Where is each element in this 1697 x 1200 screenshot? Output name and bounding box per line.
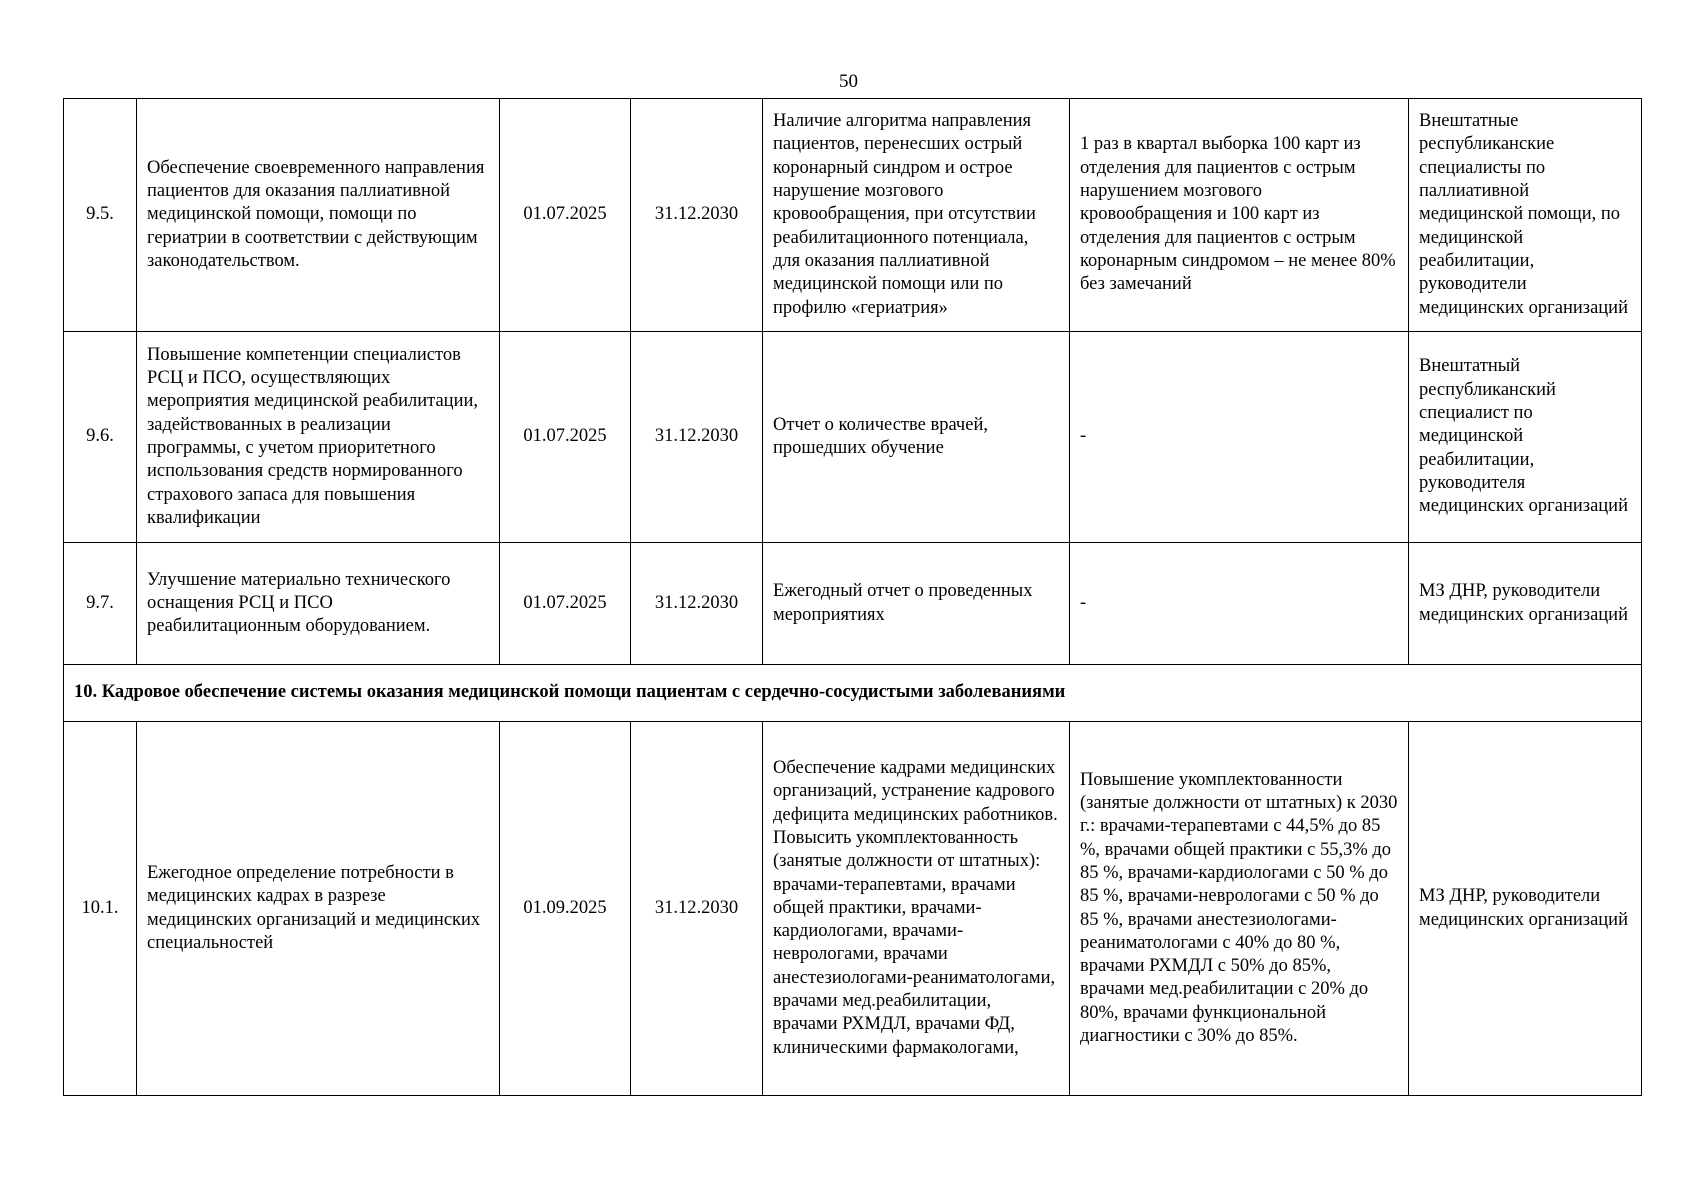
- responsible-cell: МЗ ДНР, руководители медицинских организаций: [1409, 722, 1642, 1096]
- table-row: [64, 722, 1642, 1096]
- indicator-cell: Повышение укомплектованности (занятые должности от штатных) к 2030 г.: врачами-терапевтами с 44,5% до 85 %, врачами общей практики с 55,3% до 85 %, врачами-кардиологами с 50 % до 85 %, врачами-неврологами с 50 % до 85 %, врачами анестезиологами-реаниматологами с 40% до 80 %, врачами РХМДЛ с 50% до 85%, врачами мед.реабилитации с 20% до 80%, врачами функциональной диагностики с 30% до 85%.: [1070, 722, 1409, 1096]
- table-row: [64, 543, 1642, 665]
- indicator-cell: -: [1070, 543, 1409, 665]
- responsible-cell: Внештатный республиканский специалист по медицинской реабилитации, руководителя медицинских организаций: [1409, 332, 1642, 543]
- activity-cell: Обеспечение своевременного направления пациентов для оказания паллиативной медицинской помощи, помощи по гериатрии в соответствии с действующим законодательством.: [137, 99, 500, 332]
- end-date: 31.12.2030: [631, 99, 763, 332]
- activity-cell: Повышение компетенции специалистов РСЦ и ПСО, осуществляющих мероприятия медицинской реабилитации, задействованных в реализации программы, с учетом приоритетного использования средств нормированного страхового запаса для повышения квалификации: [137, 332, 500, 543]
- page-number: 50: [839, 71, 858, 92]
- indicator-cell: -: [1070, 332, 1409, 543]
- result-cell: Отчет о количестве врачей, прошедших обучение: [763, 332, 1070, 543]
- row-number: 9.5.: [64, 99, 137, 332]
- end-date: 31.12.2030: [631, 722, 763, 1096]
- start-date: 01.07.2025: [500, 332, 631, 543]
- end-date: 31.12.2030: [631, 332, 763, 543]
- row-number: 9.7.: [64, 543, 137, 665]
- indicator-cell: 1 раз в квартал выборка 100 карт из отделения для пациентов с острым нарушением мозгового кровообращения и 100 карт из отделения для пациентов с острым коронарным синдромом – не менее 80% без замечаний: [1070, 99, 1409, 332]
- end-date: 31.12.2030: [631, 543, 763, 665]
- start-date: 01.07.2025: [500, 99, 631, 332]
- row-number: 10.1.: [64, 722, 137, 1096]
- activity-cell: Улучшение материально технического оснащения РСЦ и ПСО реабилитационным оборудованием.: [137, 543, 500, 665]
- section-heading-row: [64, 665, 1642, 722]
- measures-table: [63, 98, 1642, 1096]
- result-cell: Обеспечение кадрами медицинских организаций, устранение кадрового дефицита медицинских работников. Повысить укомплектованность (занятые должности от штатных): врачами-терапевтами, врачами общей практики, врачами-кардиологами, врачами-неврологами, врачами анестезиологами-реаниматологами, врачами мед.реабилитации, врачами РХМДЛ, врачами ФД, клиническими фармакологами,: [763, 722, 1070, 1096]
- table-row: [64, 99, 1642, 332]
- start-date: 01.07.2025: [500, 543, 631, 665]
- activity-cell: Ежегодное определение потребности в медицинских кадрах в разрезе медицинских организаций и медицинских специальностей: [137, 722, 500, 1096]
- responsible-cell: МЗ ДНР, руководители медицинских организаций: [1409, 543, 1642, 665]
- row-number: 9.6.: [64, 332, 137, 543]
- table-row: [64, 332, 1642, 543]
- start-date: 01.09.2025: [500, 722, 631, 1096]
- result-cell: Ежегодный отчет о проведенных мероприятиях: [763, 543, 1070, 665]
- result-cell: Наличие алгоритма направления пациентов, перенесших острый коронарный синдром и острое нарушение мозгового кровообращения, при отсутствии реабилитационного потенциала, для оказания паллиативной медицинской помощи или по профилю «гериатрия»: [763, 99, 1070, 332]
- responsible-cell: Внештатные республиканские специалисты по паллиативной медицинской помощи, по медицинской реабилитации, руководители медицинских организаций: [1409, 99, 1642, 332]
- section-heading: 10. Кадровое обеспечение системы оказания медицинской помощи пациентам с сердечно-сосудистыми заболеваниями: [64, 665, 1642, 722]
